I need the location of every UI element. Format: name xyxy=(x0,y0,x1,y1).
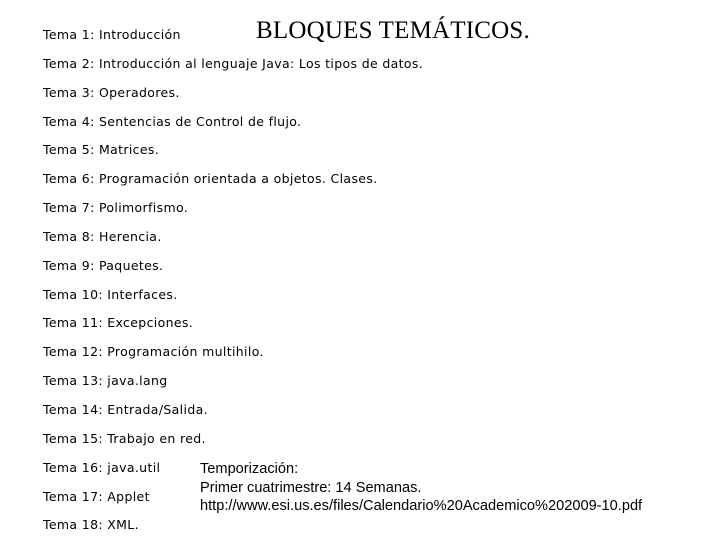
timing-block xyxy=(200,460,642,516)
topic-item: Tema 15: Trabajo en red. xyxy=(43,430,206,446)
slide-title: BLOQUES TEMÁTICOS. xyxy=(256,17,530,44)
topic-item: Tema 17: Applet xyxy=(43,488,150,504)
topic-item: Tema 13: java.lang xyxy=(43,373,168,389)
topic-item: Tema 11: Excepciones. xyxy=(43,315,194,331)
topic-item: Tema 1: Introducción xyxy=(43,27,181,42)
topic-item: Tema 14: Entrada/Salida. xyxy=(43,401,208,417)
topic-item: Tema 4: Sentencias de Control de flujo. xyxy=(43,113,302,129)
topic-item: Tema 10: Interfaces. xyxy=(43,286,178,302)
topic-item: Tema 8: Herencia. xyxy=(43,228,162,244)
topic-item: Tema 2: Introducción al lenguaje Java: Los tipos de datos. xyxy=(43,55,424,71)
timing-duration: Primer cuatrimestre: 14 Semanas. xyxy=(200,479,422,496)
topic-item: Tema 6: Programación orientada a objetos. Clases. xyxy=(43,171,378,187)
topic-item: Tema 12: Programación multihilo. xyxy=(43,344,264,360)
topic-item: Tema 5: Matrices. xyxy=(43,142,160,158)
timing-heading: Temporización: xyxy=(200,461,299,477)
calendar-link: http://www.esi.us.es/files/Calendario%20Academico%202009-10.pdf xyxy=(200,498,643,514)
topic-item: Tema 9: Paquetes. xyxy=(43,257,164,273)
topic-item: Tema 18: XML. xyxy=(43,517,139,533)
topic-item: Tema 16: java.util xyxy=(43,459,161,475)
topic-item: Tema 3: Operadores. xyxy=(43,84,180,100)
topic-item: Tema 7: Polimorfismo. xyxy=(43,200,189,216)
